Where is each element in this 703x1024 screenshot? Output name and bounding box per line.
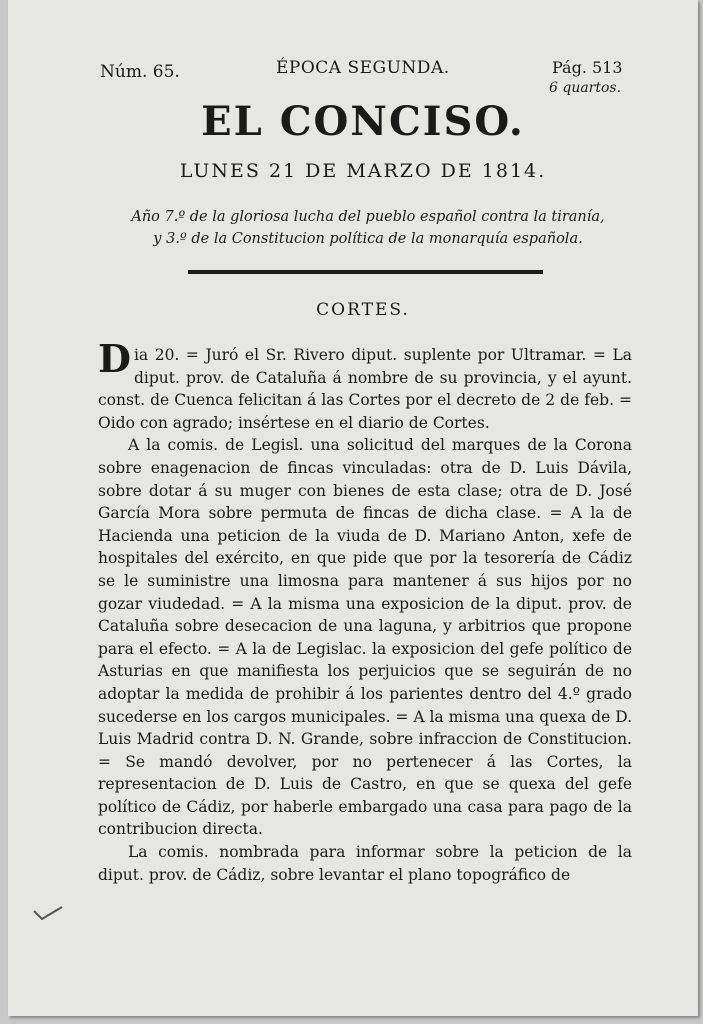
paragraph-1 <box>98 336 632 434</box>
newspaper-page <box>8 0 698 1016</box>
issue-number: Núm. 65. <box>100 62 180 82</box>
epoca-label: ÉPOCA SEGUNDA. <box>276 58 450 78</box>
page-number: Pág. 513 <box>552 58 623 77</box>
drop-cap: D <box>98 336 131 381</box>
motto-line-2: y 3.º de la Constitucion política de la monarquía española. <box>153 231 583 247</box>
paragraph-1-text: ia 20. = Juró el Sr. Rivero diput. suplente por Ultramar. = La diput. prov. de Cataluña á nombre de su provincia, y el ayunt. const. de Cuenca felicitan á las Cortes por el decreto de 2 de feb. = Oido con agrado; insértese en el diario de Cortes. <box>98 346 632 432</box>
price-label: 6 quartos. <box>549 80 622 96</box>
issue-date: LUNES 21 DE MARZO DE 1814. <box>179 160 547 182</box>
article-body <box>98 336 633 886</box>
pencil-mark-icon <box>32 905 66 923</box>
motto-line-1: Año 7.º de la gloriosa lucha del pueblo español contra la tiranía, <box>131 209 605 225</box>
paragraph-2: A la comis. de Legisl. una solicitud del marques de la Corona sobre enagenacion de fincas vinculadas: otra de D. Luis Dávila, sobre dotar á su muger con bienes de esta clase; otra de D. José García Mora sobre permuta de fincas de dicha clase. = A la de Hacienda una peticion de la viuda de D. Mariano Anton, xefe de hospitales del exército, en que pide que por la tesorería de Cádiz se le suministre una limosna para mantener á sus hijos por no gozar viudedad. = A la misma una exposicion de la diput. prov. de Cataluña sobre desecacion de una laguna, y arbitrios que propone para el efecto. = A la de Legislac. la exposicion del gefe político de Asturias en que manifiesta los perjuicios que se seguirán de no adoptar la medida de prohibir á los parientes dentro del 4.º grado sucederse en los cargos municipales. = A la misma una quexa de D. Luis Madrid contra D. N. Grande, sobre infraccion de Constitucion. = Se mandó devolver, por no pertenecer á las Cortes, la representacion de D. Luis de Castro, en que se quexa del gefe político de Cádiz, por haberle embargado una casa para pago de la contribucion directa. <box>98 436 633 839</box>
section-title: CORTES. <box>316 300 410 320</box>
paragraph-3: La comis. nombrada para informar sobre la peticion de la diput. prov. de Cádiz, sobre levantar el plano topográfico de <box>98 843 632 884</box>
heading-rule <box>188 270 543 274</box>
newspaper-title: EL CONCISO. <box>201 98 525 145</box>
motto <box>88 206 648 250</box>
